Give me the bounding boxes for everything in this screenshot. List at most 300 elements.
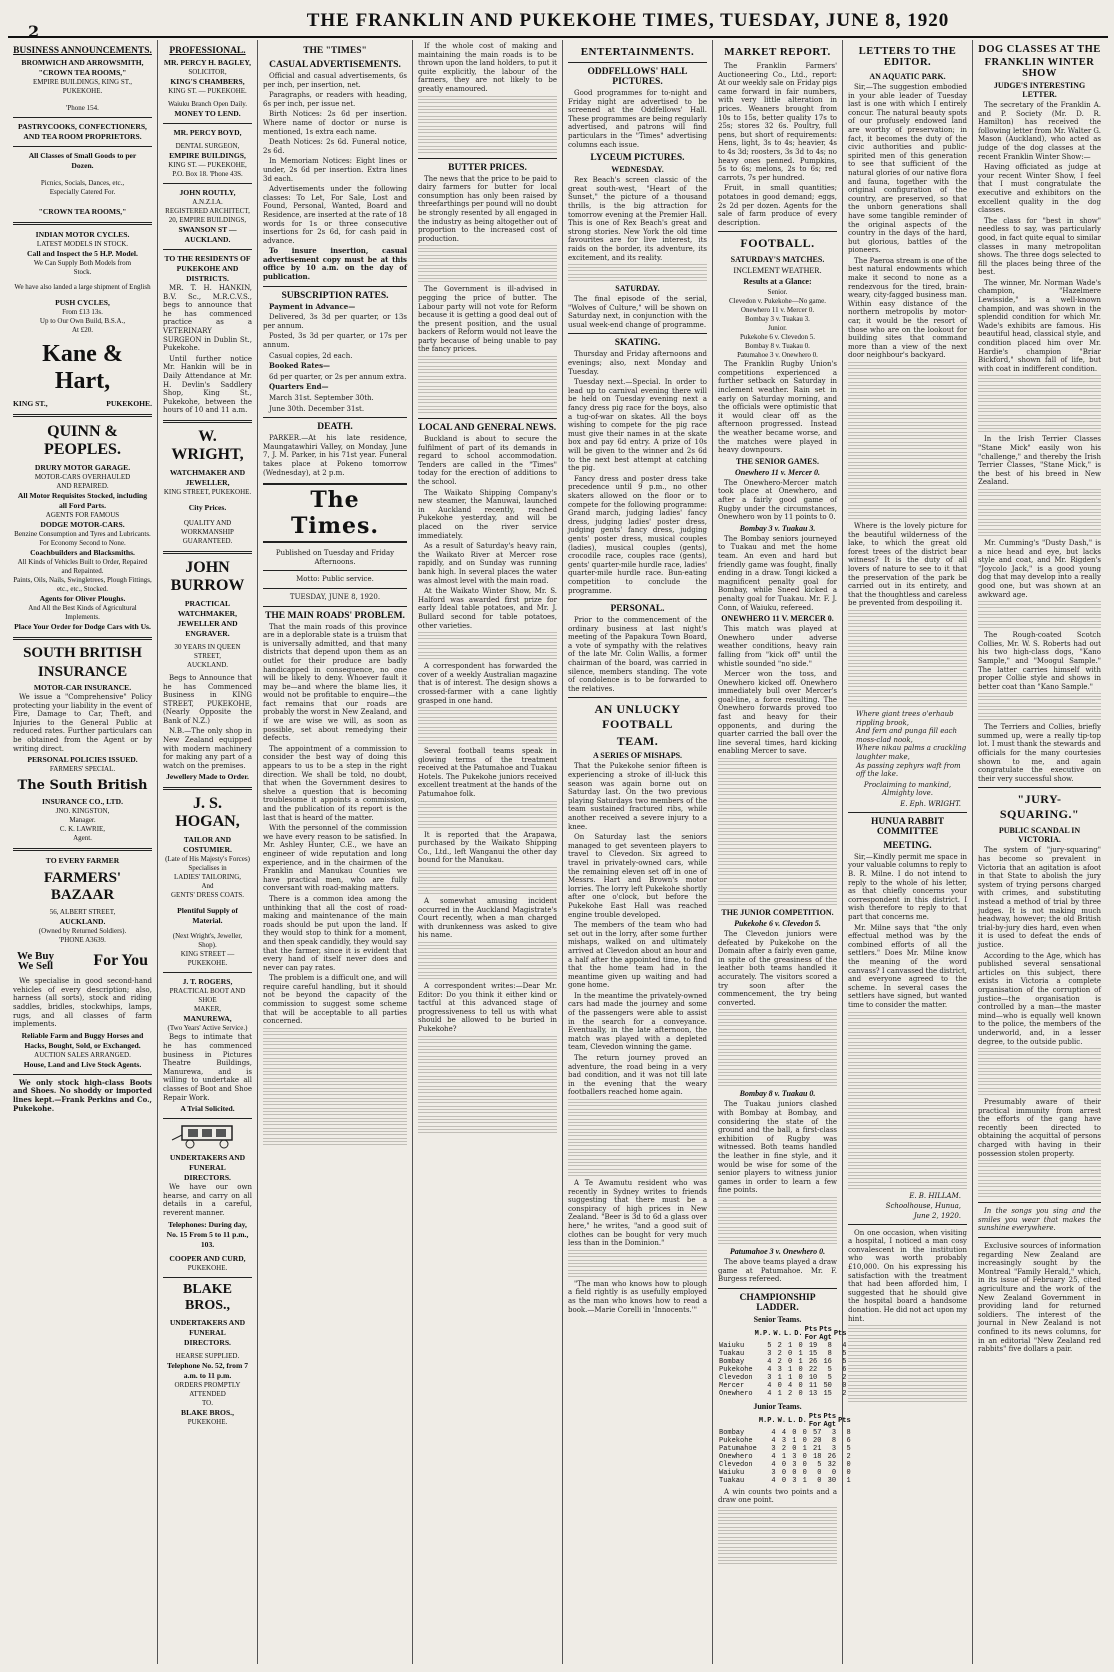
paragraph: According to the Age, which has published several sensational articles on this subject, there exists in Victoria a complete organisation of the corruption of justice—the organisation is controlled by a man—the master mind—who is equally well known to the police, the members of the underworld, and, in a lesser degree, to the outside public. [978,951,1101,1046]
ladder-cell: 32 [827,1460,837,1469]
ad-line: UNDERTAKERS AND FUNERAL [169,1153,246,1173]
page-number: 2 [28,22,40,41]
ladder-row [718,1429,852,1437]
paragraph: Rex Beach's screen classic of the great south-west, "Heart of the Sunset," the picture of a thousand thrills, is the big attraction for tomorrow evening at the Premier Hall. This is one of Rex Beach's great and strong stories. New York the old time favourites are for live interest, its raids on the border, its adventure, its excitement, and its reality. [568,176,707,262]
paragraph: Published on Tuesday and Friday Afternoons. [275,549,395,566]
ladder-cell: 2 [788,1389,793,1398]
ad-line: We Buy [17,950,54,963]
ladder-header-cell: M.P. [754,1329,772,1338]
ad-line: Manager. [69,816,96,825]
ad-line: ORDERS PROMPTLY ATTENDED [174,1380,241,1398]
ad-line: (Late of His Majesty's Forces) [165,855,250,864]
ad-line: Especially Catered For. [49,188,116,196]
ladder-cell: 1 [777,1389,782,1398]
ladder-header-cell: W. [773,1329,782,1338]
paragraph: In the songs you sing and the smiles you wear that makes the sunshine everywhere. [978,1207,1101,1233]
subheading: Bombay 3 v. Tuakau 3. [739,523,816,533]
ladder-header-cell: Pts Agt [819,1325,832,1342]
paragraph: Sir,—Kindly permit me space in your valuable columns to reply to B. R. Milne. I do not intend to reply to the whole of his letter, as that chiefly concerns your correspondent in this district. I wish therefore to reply to that part that concerns me. [848,852,967,922]
ad-line: All Classes of Small Goods to per [28,151,137,160]
paragraph: On one occasion, when visiting a hospital, I noticed a man cosy convalescent in the institution who was worth probably £10,000. On his expressing his satisfaction with the treatment that had been afforded him, I suggested that he should give the hospital board a handsome donation. He did not act upon my hint. [848,1228,967,1323]
paragraph: With the personnel of the commission we have every reason to be satisfied. In Mr. Ashley Hunter, C.E., we have an engineer of wide reputation and long experience, and in the chairmen of the Franklin and Manukau Counties we have practical men, who are fully conversant with road-making matters. [263,824,407,893]
ad-line: C. K. LAWRIE, [59,825,106,834]
ladder-cell: 5 [842,1357,847,1366]
ladder-cell: Patumahoe [719,1444,757,1453]
ladder-cell: 3 [792,1452,797,1461]
ad-line: JOHN ROUTLY, [179,188,236,197]
ladder-cell: 4 [767,1381,772,1390]
paragraph: The final episode of the serial, "Wolves of Culture," will be shown on Saturday next, in conjunction with the usual week-end change of programme. [568,295,707,329]
ladder-row [718,1342,847,1350]
subheading: ONEWHERO 11 V. MERCER 0. [721,614,834,624]
article-heading: LYCEUM PICTURES. [590,153,685,164]
subheading: PUBLIC SCANDAL IN VICTORIA. [998,826,1081,845]
result-line: Clevedon v. Pukekohe—No game. [729,297,826,306]
hogan-title: J. S. HOGAN, [175,795,240,831]
result-line: Junior. [768,324,787,333]
ad-line: 30 YEARS IN QUEEN STREET, [174,642,241,660]
result-line: Senior. [767,288,788,297]
ad-line: City Prices. [188,502,227,512]
section-heading: DEATH. [317,422,353,433]
ladder-cell: Tuakau [719,1476,745,1485]
column-market-football [713,40,851,1664]
ladder-cell: 8 [831,1436,837,1445]
ad-body: Begs to intimate that he has commenced business in Pictures Theatre Buildings, Manurewa, and is willing to undertake all classes of Boot and Shoe Repair Work. [163,1033,252,1102]
farmers-bazaar-title: FARMERS' BAZAAR [43,870,122,904]
ad-line: We Sell [17,960,54,973]
ad-line: LADIES' TAILORING, [173,873,242,882]
ladder-cell: 8 [827,1341,832,1350]
paragraph: Death Notices: 2s 6d. Funeral notice, 2s 6d. [263,138,407,155]
ladder-cell: 21 [813,1444,822,1453]
paragraph: Birth Notices: 2s 6d per insertion. Where name of doctor or nurse is mentioned, 1s extra each name. [263,110,407,136]
paragraph: Tuesday next.—Special. In order to lead up to carnival evening there will be held on Tuesday evening next a fancy dress pig race for the boys, also a tug-of-war on skates. All the boys wishing to compete for the pig race must give their names in at the skate box and pay 6d entry. A prize of 10s will be given to the winner and 2s 6d to the next best attempt at catching the pig. [568,378,707,473]
ladder-row [718,1366,847,1374]
ad-line: BROMWICH AND ARROWSMITH, [21,58,144,67]
paragraph: "The man who knows how to plough a field rightly is as usefully employed as the man who knows how to read a book.—Marie Corelli in 'Innocents.'" [568,1279,707,1314]
ladder-cell: 4 [767,1357,772,1366]
subheading: Junior Teams. [753,1401,802,1411]
paragraph: To insure insertion, casual advertisement copy must be at this office by 10 a.m. on the day of publication. [263,246,407,282]
paragraph: The system of "jury-squaring" has become so prevalent in Victoria that an agitation is afoot in that State to abolish the jury system of trying persons charged with crimes, and substituting instead a method of trial by three judges. It is not making much headway, however; the old British trial-by-jury dies hard, even when it is used to defeat the ends of justice. [978,846,1101,949]
result-line: Bombay 8 v. Tuakau 0. [745,342,810,351]
ad-body: MR. T. H. HANKIN, B.V. Sc., M.R.C.V.S., begs to announce that he has commenced practice as a VETERINARY SURGEON in Dublin St., Pukekohe. [163,284,252,353]
paragraph: At the Waikato Winter Show, Mr. S. Halford was awarded first prize for early Ideal table potatoes, and Mr. J. Bullard second for table potatoes, other varieties. [418,587,557,630]
ladder-cell: 3 [781,1436,787,1445]
ladder-header-cell: Pts For [808,1412,822,1429]
ladder-cell: 2 [842,1389,847,1398]
ladder-cell: 4 [781,1428,787,1437]
ad-line: And All the Best Kinds of Agricultural Implements. [28,604,137,621]
section-heading: BUSINESS ANNOUNCEMENTS. [13,46,152,56]
ad-line: DODGE MOTOR-CARS. [40,520,125,529]
subheading: SATURDAY'S MATCHES. [730,255,825,265]
ad-line: SWANSON ST — AUCKLAND. [178,225,237,244]
ladder-cell: 1 [788,1373,793,1382]
paragraph: The Franklin Rugby Union's competitions experienced a further setback on Saturday in inclement weather. Rain set in early on Saturday morning, and the officials were optimistic that it would clear off as the afternoon progressed. Instead the weather became worse, and the matches were played in heavy downpours. [718,360,837,455]
ad-body: We have our own hearse, and carry on all details in a careful, reverent manner. [163,1183,252,1217]
ladder-row [718,1453,852,1461]
ad-line: FARMERS' SPECIAL. [49,765,116,774]
ladder-header-cell: L. [788,1416,797,1425]
ladder-cell: 5 [817,1460,822,1469]
ad-line: INDIAN MOTOR CYCLES. [35,230,130,239]
ladder-cell: Clevedon [719,1373,753,1382]
ad-line: EMPIRE BUILDINGS, KING ST., [32,78,133,86]
article-heading: PERSONAL. [610,604,665,615]
subheading: Patumahoe 3 v. Onewhero 0. [729,1246,826,1256]
ad-line: 'PHONE A3639. [59,936,106,945]
ladder-cell: 0 [831,1468,837,1477]
ladder-header-cell [718,1413,758,1429]
section-heading: MARKET REPORT. [724,46,831,58]
ad-body: N.B.—The only shop in New Zealand equipped with modern machinery for making any part of a watch on the premises. [163,727,252,770]
ad-line: DIRECTORS. [184,1173,231,1183]
subheading: JUDGE'S INTERESTING LETTER. [993,81,1086,99]
ad-line: PRACTICAL BOOT AND SHOE [169,987,246,1005]
blake-title: BLAKE BROS., [182,1281,232,1313]
paragraph: Advertisements under the following classes: To Let, For Sale, Lost and Found, Personal, Wanted, Board and Residence, are inserted at the rate of 18 words for 1s or three consecutive insertions for 2s 6d, for cash paid in advance. [263,185,407,245]
paragraph: The Government is ill-advised in pegging the price of butter. The Labour party will not vote for Reform because it is getting a good deal out of the present position, and the usual backers of Reform would not leave the party because of being unable to pay the fancy prices. [418,285,557,354]
ad-line: (Owned by Returned Soldiers). [38,927,127,936]
paragraph: A correspondent writes:—Dear Mr. Editor: Do you think it either kind or tactful at this advanced stage of progressiveness to tell us with what should be allowed to be buried in Pukekohe? [418,982,557,1033]
section-heading: ENTERTAINMENTS. [580,46,695,58]
paragraph: Fruit, in small quantities; potatoes in good demand; eggs, 2s 2d per dozen. Agents for the sale of farm produce of every description. [718,184,837,227]
ad-line: Agents for Oliver Ploughs. [39,594,126,603]
paragraph: The appointment of a commission to consider the best way of doing this appears to us to be a step in the right direction. We shall be told, no doubt, that when the Government desires to shelve a question that is becoming troublesome it appoints a commission, and the publication of its report is the last that is heard of the matter. [263,744,407,822]
ladder-cell: 0 [802,1468,807,1477]
ladder-cell: 11 [808,1381,818,1390]
ladder-cell: Onewhero [719,1389,753,1398]
ladder-cell: 30 [827,1476,837,1485]
ad-line: 20, EMPIRE BUILDINGS, [168,216,247,224]
ad-line: TO EVERY FARMER [45,856,120,866]
ladder-cell: 4 [771,1476,776,1485]
ladder-cell: 5 [767,1341,772,1350]
ladder-row [718,1358,847,1366]
ad-line: "CROWN TEA ROOMS," [38,68,127,77]
ad-line: From £13 13s. [62,308,103,316]
ad-line: PUKEKOHE. [106,399,152,408]
ladder-cell: Tuakau [719,1349,745,1358]
ladder-row [718,1445,852,1453]
ladder-cell: 1 [798,1349,803,1358]
ladder-cell: 0 [802,1452,807,1461]
paragraph: The Paeroa stream is one of the best natural endowments which make it second to none as a rendezvous for the tired, brain-weary, city-fagged business man. Within easy distance of the northern metropolis by motor-car, it would be the resort of those who are on the lookout for building sites that command more than a view of the next door neighbour's backyard. [848,256,967,360]
ladder-cell: 0 [781,1460,787,1469]
ad-line: MR. PERCY BOYD, [173,128,242,137]
senior-ladder-table [718,1326,847,1398]
ladder-cell: 3 [771,1468,776,1477]
paragraph: Booked Rates— [269,361,331,371]
ladder-header-cell [718,1326,754,1342]
ad-line: PUSH CYCLES, [55,298,110,307]
ladder-cell: 8 [827,1349,832,1358]
ladder-cell: 0 [792,1444,797,1453]
ladder-cell: 4 [767,1365,772,1374]
ladder-cell: 1 [781,1452,787,1461]
ladder-cell: 3 [831,1444,837,1453]
ladder-row [718,1469,852,1477]
ladder-cell: 3 [767,1349,772,1358]
wright-title: W. WRIGHT, [171,427,244,463]
paragraph: Mr. Cumming's "Dusty Dash," is a nice head and eye, but lacks style and coat, and Mr. Rigden's "Joycolo Jack," is a good young dog that may develop into a really good one, but was shown at an awkward age. [978,538,1101,599]
ladder-cell: Bombay [719,1357,745,1366]
article-heading: TEAM. [616,734,659,749]
subheading: SATURDAY. [615,284,660,294]
subheading: INCLEMENT WEATHER. [733,266,822,276]
ladder-cell: 10 [808,1373,818,1382]
ad-line: Stock. [73,268,92,276]
paragraph: Payment in Advance— [269,301,356,311]
ad-line: Call and Inspect the 5 H.P. Model. [27,249,138,258]
paragraph: A somewhat amusing incident occurred in the Auckland Magistrate's Court recently, when a man charged with drunkenness was asked to give his name. [418,897,557,940]
paragraph: Mr. Milne says that "the only effectual method was by the combined efforts of all the settlers." Does Mr. Milne know the meaning of the word canvass? I canvassed the district, and everyone agreed to the scheme. In several cases the settlers have signed, but wanted time to consider the matter. [848,923,968,1009]
result-line: Pukekohe 6 v. Clevedon 5. [740,333,815,342]
paragraph: Casual copies, 2d each. [269,351,353,360]
article-heading: LOCAL AND GENERAL NEWS. [418,418,557,433]
paragraph: The Tuakau juniors clashed with Bombay at Bombay, and considering the state of the ground and the ball, a first-class exhibition of Rugby was witnessed. Both teams handled the leather in fine style, and it would be wise for some of the senior players to witness junior games in order to learn a few fine points. [718,1100,837,1195]
ladder-cell: Waiuku [719,1468,745,1477]
hearse-icon [168,1123,248,1149]
ladder-cell: Bombay [719,1428,745,1437]
paragraph: In the meantime the privately-owned cars had made the journey and some of the passengers were able to assist in the search for a conveyance. Eventually, in the late afternoon, the match was played with a depleted team, Clevedon winning the game. [568,991,707,1052]
ladder-cell: 4 [842,1341,847,1350]
ladder-cell: 4 [771,1428,776,1437]
ad-line: Telephone No. 52, from 7 a.m. to 11 p.m. [166,1360,248,1380]
paragraph: The Franklin Farmers' Auctioneering Co., Ltd., report: At our weekly sale on Friday pigs came forward in fair numbers, with very little alteration in prices. Weaners brought from 10s to 15s, better quality 17s to 25s; stores 32 6s. Poultry, full pens, but short of requirements: Hens, light, 3s to 4s; heavier, 4s to 4s 3d; roosters, 3s 3d to 4s; no heavy ones penned. Pumpkins, 5s to 6s; melons, 2s to 6s; red carrots, 7s per hundred. [718,62,837,182]
section-heading: DOG CLASSES AT THE [978,44,1101,55]
ad-body: We issue a "Comprehensive" Policy protecting your liability in the event of Fire, Damage to Car, Theft, and Injuries to the General Public at reduced rates. Further particulars can be obtained from the Agent or by writing direct. [13,693,152,753]
ad-line: AUCKLAND. [59,917,106,927]
subheading: Bombay 8 v. Tuakau 0. [739,1089,816,1099]
ladder-cell: 16 [823,1357,832,1366]
paragraph: Paragraphs, or readers with heading, 6s per inch, per issue net. [263,91,407,108]
paragraph: Posted, 3s 3d per quarter, or 17s per annum. [263,332,407,350]
subheading: Senior Teams. [753,1314,802,1324]
column-dogs-jury [973,40,1106,1664]
ad-line: MANUREWA, [183,1014,232,1024]
ladder-heading: CHAMPIONSHIP LADDER. [739,1292,816,1313]
ad-line: Benzine Consumption and Tyres and Lubricants. For Economy Second to None. [14,530,151,547]
paragraph: The secretary of the Franklin A. and P. Society (Mr. D. R. Hamilton) has received the following letter from Mr. Walter G. Mason (Auckland), who acted as judge of the dog classes at the recent Franklin Winter Show:— [978,101,1101,161]
ladder-cell: 4 [771,1436,776,1445]
ad-line: HEARSE SUPPLIED. [175,1351,240,1360]
ladder-cell: 4 [788,1381,793,1390]
subheading: WEDNESDAY. [611,165,664,175]
masthead-title: THE FRANKLIN AND PUKEKOHE TIMES, TUESDAY, JUNE 8, 1920 [306,10,950,31]
ad-line: PUKEKOHE. [187,1263,228,1272]
ad-line: PRACTICAL WATCHMAKER, [177,598,238,618]
kane-hart-address [13,399,152,409]
ad-line: Paints, Oils, Nails, Swingletrees, Plough Fittings, etc., etc., Stocked. [13,576,152,593]
ladder-cell: 5 [842,1349,847,1358]
section-heading: CASUAL ADVERTISEMENTS. [269,60,401,70]
ad-line: TO THE RESIDENTS OF PUKEKOHE AND DISTRICTS. [164,254,251,283]
ad-line: GENTS' DRESS COATS. [170,891,245,900]
paragraph: The problem is a difficult one, and will require careful handling, but it should not be beyond the capacity of the commission to suggest some scheme that will be acceptable to all parties concerned. [263,974,407,1026]
ladder-cell: Waiuku [719,1341,745,1350]
ladder-cell: 3 [792,1460,797,1469]
ladder-cell: 0 [781,1468,787,1477]
ladder-cell: 0 [788,1357,793,1366]
paragraph: There is a common idea among the unthinking that all the cost of road-making and maintenance of the main roads should be put upon the land. If they would stop to think for a moment, and then speak candidly, they would say that the farmer, since it is evident that every hand of itself never does and never can pay rates. [263,894,407,972]
paragraph: The winner, Mr. Norman Wade's champion, "Hazelmere Lewisside," is a well-known champion, and was shown in the splendid condition for which Mr. Wade's exhibits are famous. His beautiful head, classical style, and condition placed him over Mr. Hardie's champion "Briar Bickford," shown fall of life, but with coat in indifferent condition. [978,278,1101,373]
subheading: A SERIES OF MISHAPS. [592,751,683,761]
paragraph: Exclusive sources of information regarding New Zealand are increasingly sought by the Montreal "Family Herald," which, in its issue of February 25, cited agriculture and the work of the New Zealand Government in providing land for returned soldiers. The interest of the journal in New Zealand is not confined to its news columns, for in an editorial "New Zealand red rabbits" five dollars a pair. [978,1242,1101,1354]
ladder-cell: 5 [827,1373,832,1382]
ad-line: A Trial Solicited. [180,1104,235,1114]
column-business [8,40,158,1664]
ad-line: AGENTS FOR FAMOUS [45,511,120,519]
section-heading: PROFESSIONAL. [169,46,246,56]
ad-line: PUKEKOHE. [62,87,103,95]
paragraph: June 30th. December 31st. [269,404,365,413]
ladder-header-cell: Pts [838,1416,851,1425]
ad-line: Specialises in [188,864,227,873]
paragraph: A Te Awamutu resident who was recently in Sydney writes to friends suggesting that there must be a conspiracy of high prices in New Zealand. "Beer is 3d to 6d a glass over here," he writes, "and a good suit of clothes can be bought for very much less than in the Dominion." [568,1179,707,1248]
ladder-cell: 0 [846,1468,851,1477]
result-line: Patumahoe 3 v. Onewhero 0. [737,351,818,360]
poem: Where giant trees o'erhaub rippling brook, And fern and punga fill each moss-clad nook, Where nikau palms a crackling laughter make, As passing zephyrs waft from off the lake. [856,709,967,779]
paragraph: That the main roads of this province are in a deplorable state is a truism that is universally admitted, and that many districts that depend upon them as an outlet for their produce are badly handicapped in consequence, no one will be likely to deny. Whoever fault it may be—and where the blame lies, it would not be profitable to enquire—the fact remains that our roads are probably the worst in New Zealand, and if we are wise we will, as soon as possible, set about remedying their defects. [263,622,407,743]
ladder-cell: 20 [813,1436,822,1445]
article-heading: BUTTER PRICES. [418,158,557,173]
poem: Proclaiming to mankind, Almighty love. [863,780,952,798]
paragraph: PARKER.—At his late residence, Maungatawhiri Valley, on Monday, June 7, J. M. Parker, in his 71st year. Funeral takes place at Pokeno tomorrow (Wednesday), at 2 p.m. [263,434,407,477]
ladder-cell: 1 [788,1365,793,1374]
paragraph: Sir,—The suggestion embodied in your able leader of Tuesday last is one with which I entirely concur. The natural beauty spots of our profusely endowed land are worthy of preservation; in fact, it becomes the duty of the civic authorities and public-spirited men of this generation to see that sufficient of the natural glories of our native flora and fauna, together with the original configuration of the country, are preserved, so that the unborn generations shall have some tangible reminder of the original aspects of the country in the days of the hard, but glorious, battles of the pioneers. [848,83,967,255]
paragraph: Motto: Public service. [296,575,374,584]
ladder-header-cell: Pts Agt [823,1412,837,1429]
ad-line: MAKER, [193,1005,222,1014]
ad-line: AND REPAIRED. [56,482,109,490]
paragraph: The Terriers and Collies, briefly summed up, were a really tip-top lot. I must thank the stewards and officials for the many courtesies shown to me, and again congratulate the executive on their very successful show. [978,723,1101,783]
paragraph: As a result of Saturday's heavy rain, the Waikato River at Mercer rose rapidly, and on Sunday was running bank high. In several places the water was almost level with the main road. [418,542,557,585]
paragraph: A correspondent has forwarded the cover of a weekly Australian magazine that is of interest. The design shows a crossed-farmer with a cane lightly grasped in one hand. [418,662,557,705]
paragraph: The Bombay seniors journeyed to Tuakau and met the home team. An even and hard but friendly game was fought, finally ending in a draw. Tongi kicked a magnificent penalty goal for Bombay, while Sneed kicked a penalty goal for Tuakau. Mr. F. J. Conn, of Waiuku, refereed. [718,534,837,612]
ad-line: Agent. [73,834,92,843]
south-british-title: INSURANCE [37,664,128,680]
ladder-header-cell: L. [783,1329,793,1338]
ad-line: INSURANCE CO., LTD. [42,797,123,807]
section-heading: FOOTBALL. [740,236,815,251]
ad-line: Up to Our Own Build, B.S.A., [39,317,126,325]
section-heading: FRANKLIN WINTER SHOW [984,57,1095,79]
ladder-cell: 0 [817,1476,822,1485]
ladder-cell: 0 [781,1476,787,1485]
article-heading: THE MAIN ROADS' PROBLEM. [265,610,405,621]
south-british-title: SOUTH BRITISH [23,645,142,661]
ad-line: P.O. Box 18. 'Phone 43S. [172,170,243,178]
ad-line: Reliable Farm and Buggy Horses and Hacks, Bought, Sold, or Exchanged. [21,1030,144,1050]
ladder-cell: 3 [777,1365,782,1374]
paragraph: Where is the lovely picture for the beautiful wilderness of the lake, to which the great old forest trees of the district bear witness? It is the duty of all lovers of nature to see to it that the preservation of the park be carried out in its entirety, and that the thoughtless and careless be prevented from despoiling it. [848,522,967,608]
ladder-cell: Mercer [719,1381,745,1390]
paragraph: The return journey proved an adventure, the road being in a very bad condition, and it was not till late in the evening that the weary footballers reached home again. [568,1054,707,1097]
ladder-header-cell: M.P. [758,1416,776,1425]
ladder-cell: 5 [846,1444,851,1453]
ad-line: DRURY MOTOR GARAGE. [34,463,131,472]
ladder-cell: 2 [777,1341,782,1350]
ladder-cell: Clevedon [719,1460,753,1469]
ad-line: MONEY TO LEND. [174,109,241,118]
kane-hart-title: Kane & Hart, [42,341,123,394]
ad-line: PUKEKOHE. [187,1417,228,1426]
ladder-cell: 0 [792,1428,797,1437]
ad-body: We only stock high-class Boots and Shoes. No shoddy or imported lines kept.—Frank Perkins and Co., Pukekohe. [13,1077,152,1113]
ladder-cell: 15 [823,1389,832,1398]
ladder-cell: 1 [802,1444,807,1453]
ladder-row [718,1374,847,1382]
ladder-cell: 2 [781,1444,787,1453]
column-news [413,40,563,1664]
ladder-cell: 3 [831,1428,837,1437]
ladder-cell: 0 [802,1428,807,1437]
ad-line: GUARANTEED. [182,536,233,545]
ad-line: PERSONAL POLICIES ISSUED. [27,755,138,765]
ladder-header-cell: D. [798,1416,807,1425]
ad-line: (Two Years' Active Service.) [167,1024,248,1033]
result-line: Bombay 3 v. Tuakau 3. [745,315,810,324]
paragraph: That the Pukekohe senior fifteen is experiencing a stroke of ill-luck this season was again borne out on Saturday last. On the two previous playing Saturdays two members of the team sustained fractured ribs, while another received a severe injury to a knee. [568,762,707,831]
paragraph: In Memoriam Notices: Eight lines or under, 2s 6d per insertion. Extra lines 3d each. [263,157,407,183]
paragraph: On Saturday last the seniors managed to get seventeen players to travel to Clevedon. Six agreed to travel in privately-owned cars, while the remaining eleven set off in one of Messrs. Hart and Brown's motor lorries. The lorry left Pukekohe shortly after one o'clock, but before the Pukekohe East Hall was reached engine trouble developed. [568,833,707,919]
ladder-cell: 2 [842,1373,847,1382]
ladder-cell: 18 [813,1452,822,1461]
subheading: Results at a Glance: [743,277,812,287]
subheading: THE SENIOR GAMES. [736,456,819,466]
ad-line: EMPIRE BUILDINGS, [169,151,246,160]
ad-line: Telephones: During day, No. 15 From 5 to 11 p.m., 103. [166,1219,249,1249]
paragraph: Thursday and Friday afternoons and evenings; also, next Monday and Tuesday. [568,350,707,376]
paragraph: The above teams played a draw game at Patumahoe. Mr. F. Burgess refereed. [718,1257,837,1284]
signature: E. Eph. WRIGHT. [900,799,961,808]
article-heading: HUNUA RABBIT COMMITTEE [870,816,945,837]
section-heading: SUBSCRIPTION RATES. [281,290,389,301]
ladder-cell: 19 [808,1341,818,1350]
paragraph: Having officiated as judge at your recent Winter Show, I feel that I must congratulate the executive and exhibitors on the excellent quality in the dog classes. [978,163,1101,215]
ad-line: Jewellery Made to Order. [166,772,249,782]
ad-line: House, Land and Live Stock Agents. [23,1059,142,1069]
we-buy-sell [17,951,148,971]
paragraph: Quarters End— [269,382,329,392]
paragraph: March 31st. September 30th. [269,394,374,402]
ad-line: Dozen. [71,161,94,170]
ladder-cell: 1 [788,1341,793,1350]
paragraph: Presumably aware of their practical immunity from arrest the efforts of the gang have recently been directed to obtaining the acquittal of persons charged with having in their possession stolen property. [978,1098,1101,1158]
ad-line: AUCTION SALES ARRANGED. [34,1050,131,1059]
paragraph: The Waikato Shipping Company's new steamer, the Manuwai, launched in Auckland recently, reached Pukekohe yesterday, and will be placed on the river service immediately. [418,488,557,540]
ladder-cell: 0 [798,1389,803,1398]
column-entertainments [563,40,713,1664]
ladder-cell: Pukekohe [719,1436,753,1445]
ad-line: Plentiful Supply of Material. [177,906,238,926]
ad-line: Waiuku Branch Open Daily. [167,100,248,108]
result-line: Onewhero 11 v. Mercer 0. [740,306,815,315]
ad-line: KING'S CHAMBERS, [170,77,245,86]
article-heading: AN UNLUCKY FOOTBALL [594,702,681,732]
ad-line: At £20. [72,326,93,334]
ad-line: REGISTERED ARCHITECT, [165,207,250,215]
ladder-cell: 4 [771,1460,776,1469]
masthead [8,4,1108,41]
paragraph: In the Irish Terrier Classes "Stane Mick" easily won his "challenge," and thereby the Irish Terrier Classes, "Stane Mick," is the best of his breed in New Zealand. [978,435,1101,487]
subheading: Onewhero 11 v. Mercer 0. [734,467,821,477]
paragraph: Good programmes for to-night and Friday night are advertised to be screened at the Oddfellows' Hall. These programmes are being regularly advertised, and patrons will find particulars in the "Times" advertising columns each issue. [568,89,707,149]
ad-line: UNDERTAKERS AND FUNERAL [169,1317,246,1337]
